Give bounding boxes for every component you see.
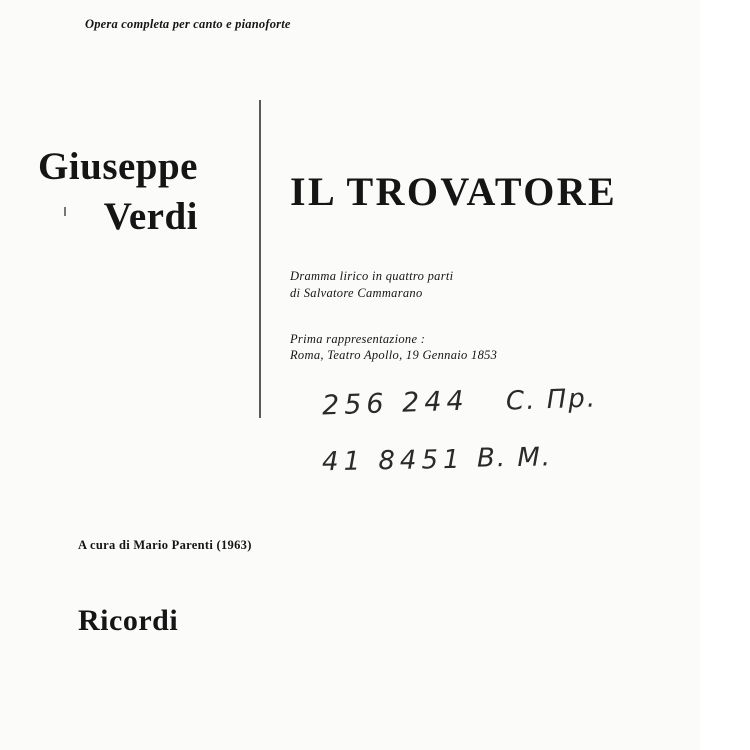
description-line-2: di Salvatore Cammarano — [290, 286, 423, 300]
handwritten-inventory-number-2: 41 8451 — [321, 444, 465, 478]
composer-first-name: Giuseppe — [37, 145, 198, 188]
premiere-line-1: Prima rappresentazione : — [290, 332, 426, 346]
handwritten-note-1: С. Пр. — [505, 383, 598, 417]
vertical-divider — [259, 100, 261, 418]
handwritten-note-2: В. М. — [476, 442, 553, 474]
composer-last-name: Verdi — [103, 195, 198, 238]
composer-name — [38, 142, 198, 242]
collection-subtitle: Opera completa per canto e pianoforte — [85, 17, 291, 31]
publisher-name: Ricordi — [78, 604, 179, 637]
premiere-line-2: Roma, Teatro Apollo, 19 Gennaio 1853 — [290, 348, 498, 362]
description-line-1: Dramma lirico in quattro parti — [290, 269, 454, 283]
editor-credit: A cura di Mario Parenti (1963) — [78, 538, 252, 552]
handwritten-inventory-number-1: 256 244 — [321, 385, 470, 422]
opera-title: IL TROVATORE — [290, 169, 618, 214]
